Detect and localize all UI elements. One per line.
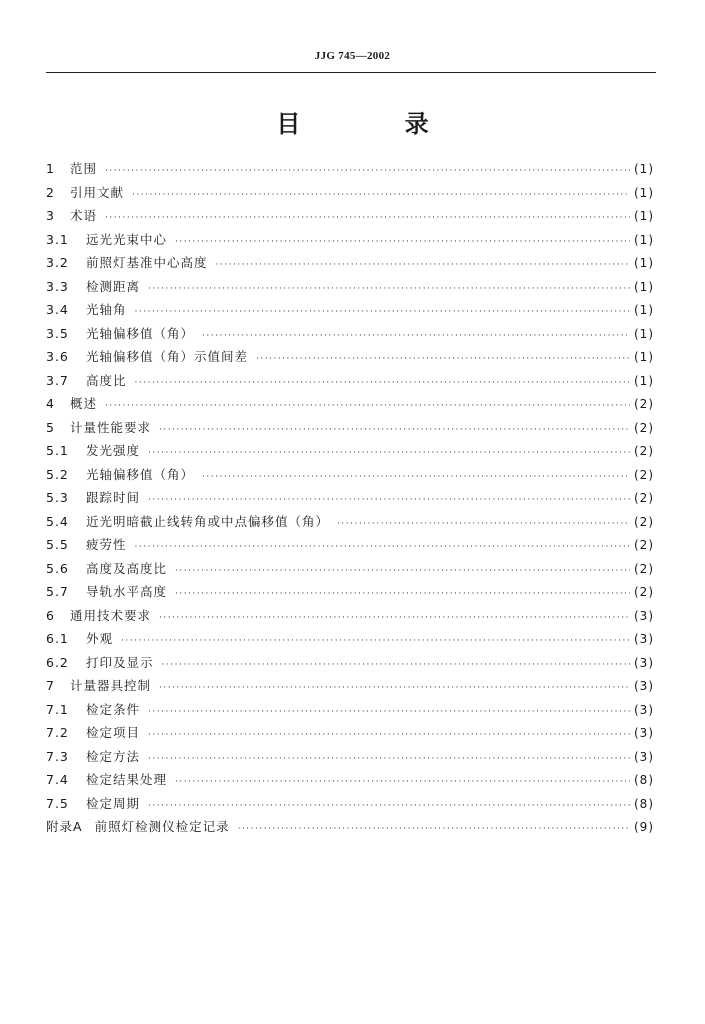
toc-entry-page: (1) bbox=[634, 162, 654, 176]
toc-entry-page: (1) bbox=[634, 326, 654, 341]
toc-entry-number: 3.4 bbox=[46, 302, 69, 317]
toc-entry-title: 光轴偏移值（角） bbox=[86, 466, 195, 482]
toc-entry-title: 检定结果处理 bbox=[86, 772, 168, 787]
toc-dot-leader bbox=[175, 771, 630, 795]
toc-entry-number: 5.3 bbox=[46, 490, 69, 505]
toc-entry-page: (1) bbox=[634, 209, 654, 223]
toc-entry-title: 概述 bbox=[70, 396, 98, 411]
toc-entry-title: 疲劳性 bbox=[86, 537, 127, 552]
toc-entry-title: 检定项目 bbox=[86, 725, 141, 740]
toc-entry-title: 发光强度 bbox=[86, 443, 141, 458]
toc-entry-page: (3) bbox=[634, 655, 654, 670]
toc-dot-leader bbox=[148, 701, 630, 725]
toc-entry bbox=[46, 204, 654, 228]
toc-entry bbox=[46, 745, 654, 769]
toc-dot-leader bbox=[202, 325, 630, 349]
toc-entry bbox=[46, 721, 654, 745]
toc-entry bbox=[46, 298, 654, 322]
toc-entry bbox=[46, 181, 654, 205]
toc-entry-number: 3.6 bbox=[46, 349, 69, 364]
toc-entry-page: (2) bbox=[634, 561, 654, 576]
toc-entry-number: 6.2 bbox=[46, 654, 69, 670]
toc-entry-title: 高度及高度比 bbox=[86, 560, 168, 576]
toc-entry-number: 7.3 bbox=[46, 748, 69, 764]
toc-entry bbox=[46, 627, 654, 651]
toc-entry-title: 计量性能要求 bbox=[70, 419, 152, 435]
toc-entry-number: 7.4 bbox=[46, 772, 69, 787]
toc-dot-leader bbox=[337, 513, 630, 537]
toc-dot-leader bbox=[159, 607, 630, 631]
toc-entry-number: 5.5 bbox=[46, 537, 69, 552]
toc-entry-number: 3.2 bbox=[46, 255, 69, 270]
toc-entry-number: 4 bbox=[46, 396, 55, 411]
toc-entry-number: 7.1 bbox=[46, 701, 69, 717]
toc-dot-leader bbox=[105, 160, 630, 184]
toc-entry bbox=[46, 251, 654, 275]
toc-entry-title: 光轴偏移值（角）示值间差 bbox=[86, 349, 249, 364]
toc-entry-page: (2) bbox=[634, 538, 654, 552]
toc-dot-leader bbox=[162, 654, 630, 678]
toc-entry bbox=[46, 392, 654, 416]
toc-entry-number: 5.1 bbox=[46, 443, 69, 458]
toc-entry-page: (1) bbox=[634, 232, 654, 247]
toc-entry bbox=[46, 815, 654, 839]
toc-dot-leader bbox=[121, 630, 630, 654]
toc-entry-title: 检定周期 bbox=[86, 795, 141, 811]
toc-entry-number: 5.2 bbox=[46, 466, 69, 482]
toc-entry-title: 检测距离 bbox=[86, 278, 141, 294]
toc-entry-page: (3) bbox=[634, 632, 654, 646]
toc-entry bbox=[46, 533, 654, 557]
toc-dot-leader bbox=[135, 372, 630, 396]
toc-entry-page: (2) bbox=[634, 514, 654, 529]
toc-entry-title: 光轴角 bbox=[86, 302, 127, 317]
toc-entry-number: 3.5 bbox=[46, 325, 69, 341]
toc-entry-number: 7 bbox=[46, 678, 55, 693]
toc-dot-leader bbox=[148, 724, 630, 748]
toc-entry bbox=[46, 228, 654, 252]
toc-dot-leader bbox=[238, 818, 630, 842]
toc-entry bbox=[46, 557, 654, 581]
toc-entry-number: 7.5 bbox=[46, 795, 69, 811]
toc-entry-page: (8) bbox=[634, 773, 654, 787]
toc-entry-title: 检定方法 bbox=[86, 748, 141, 764]
toc-dot-leader bbox=[175, 560, 630, 584]
toc-entry-number: 5.4 bbox=[46, 513, 69, 529]
toc-entry-number: 6 bbox=[46, 607, 55, 623]
toc-entry-page: (1) bbox=[634, 279, 654, 294]
toc-dot-leader bbox=[175, 231, 630, 255]
toc-entry-title: 检定条件 bbox=[86, 701, 141, 717]
toc-entry-title: 打印及显示 bbox=[86, 654, 154, 670]
toc-entry-number: 3.1 bbox=[46, 231, 69, 247]
toc-entry bbox=[46, 369, 654, 393]
toc-dot-leader bbox=[159, 677, 630, 701]
toc-dot-leader bbox=[135, 301, 630, 325]
toc-entry-page: (2) bbox=[634, 420, 654, 435]
toc-entry-title: 远光光束中心 bbox=[86, 231, 168, 247]
document-code: JJG 745—2002 bbox=[314, 50, 391, 62]
toc-entry bbox=[46, 768, 654, 792]
toc-dot-leader bbox=[105, 207, 630, 231]
toc-entry-page: (2) bbox=[634, 585, 654, 599]
toc-dot-leader bbox=[135, 536, 630, 560]
page-title: 目 录 bbox=[276, 110, 477, 138]
toc-dot-leader bbox=[256, 348, 630, 372]
toc-entry bbox=[46, 698, 654, 722]
toc-entry-number: 3.3 bbox=[46, 278, 69, 294]
toc-entry-page: (1) bbox=[634, 350, 654, 364]
toc-entry-page: (2) bbox=[634, 467, 654, 482]
toc-entry-number: 3.7 bbox=[46, 372, 69, 388]
toc-entry-page: (1) bbox=[634, 373, 654, 388]
toc-entry-title: 光轴偏移值（角） bbox=[86, 325, 195, 341]
toc-dot-leader bbox=[159, 419, 630, 443]
toc-entry bbox=[46, 416, 654, 440]
toc-entry-page: (8) bbox=[634, 796, 654, 811]
toc-dot-leader bbox=[148, 748, 630, 772]
toc-dot-leader bbox=[148, 278, 630, 302]
toc-entry-number: 7.2 bbox=[46, 725, 69, 740]
toc-entry bbox=[46, 674, 654, 698]
toc-entry-title: 通用技术要求 bbox=[70, 607, 152, 623]
toc-entry-page: (3) bbox=[634, 608, 654, 623]
toc-entry-page: (2) bbox=[634, 444, 654, 458]
toc-dot-leader bbox=[216, 254, 630, 278]
toc-entry bbox=[46, 651, 654, 675]
toc-entry bbox=[46, 580, 654, 604]
toc-entry-title: 外观 bbox=[86, 631, 114, 646]
toc-entry bbox=[46, 345, 654, 369]
toc-entry-title: 导轨水平高度 bbox=[86, 584, 168, 599]
toc-entry-page: (3) bbox=[634, 679, 654, 693]
toc-entry-page: (9) bbox=[634, 820, 654, 834]
toc-entry-number: 5.7 bbox=[46, 584, 69, 599]
toc-entry-title: 近光明暗截止线转角或中点偏移值（角） bbox=[86, 513, 330, 529]
toc-dot-leader bbox=[148, 442, 630, 466]
toc-entry bbox=[46, 792, 654, 816]
toc-entry bbox=[46, 510, 654, 534]
toc-entry-number: 3 bbox=[46, 208, 55, 223]
toc-dot-leader bbox=[132, 184, 630, 208]
toc-entry-number: 2 bbox=[46, 184, 55, 200]
toc-entry-title: 术语 bbox=[70, 208, 98, 223]
toc-entry bbox=[46, 439, 654, 463]
toc-entry-number: 5 bbox=[46, 419, 55, 435]
toc-entry bbox=[46, 604, 654, 628]
toc-entry-title: 范围 bbox=[70, 161, 98, 176]
toc-entry-title: 计量器具控制 bbox=[70, 678, 152, 693]
toc-dot-leader bbox=[175, 583, 630, 607]
toc-entry-number: 1 bbox=[46, 161, 55, 176]
toc-entry-page: (2) bbox=[634, 397, 654, 411]
toc-entry bbox=[46, 486, 654, 510]
toc-entry-number: 5.6 bbox=[46, 560, 69, 576]
table-of-contents bbox=[46, 157, 654, 839]
toc-entry bbox=[46, 275, 654, 299]
toc-entry bbox=[46, 322, 654, 346]
header-rule bbox=[46, 72, 656, 73]
toc-entry-page: (3) bbox=[634, 702, 654, 717]
toc-entry-page: (1) bbox=[634, 303, 654, 317]
toc-entry-page: (2) bbox=[634, 491, 654, 505]
toc-entry-page: (3) bbox=[634, 749, 654, 764]
toc-entry-page: (3) bbox=[634, 726, 654, 740]
toc-entry-title: 引用文献 bbox=[70, 184, 125, 200]
toc-entry bbox=[46, 463, 654, 487]
toc-entry-number: 附录A bbox=[46, 819, 83, 834]
toc-entry-page: (1) bbox=[634, 256, 654, 270]
toc-dot-leader bbox=[105, 395, 630, 419]
toc-entry-title: 前照灯基准中心高度 bbox=[86, 255, 208, 270]
toc-entry bbox=[46, 157, 654, 181]
toc-entry-title: 高度比 bbox=[86, 372, 127, 388]
toc-entry-title: 跟踪时间 bbox=[86, 490, 141, 505]
toc-dot-leader bbox=[202, 466, 630, 490]
toc-entry-number: 6.1 bbox=[46, 631, 69, 646]
toc-entry-title: 前照灯检测仪检定记录 bbox=[94, 819, 230, 834]
toc-entry-page: (1) bbox=[634, 185, 654, 200]
